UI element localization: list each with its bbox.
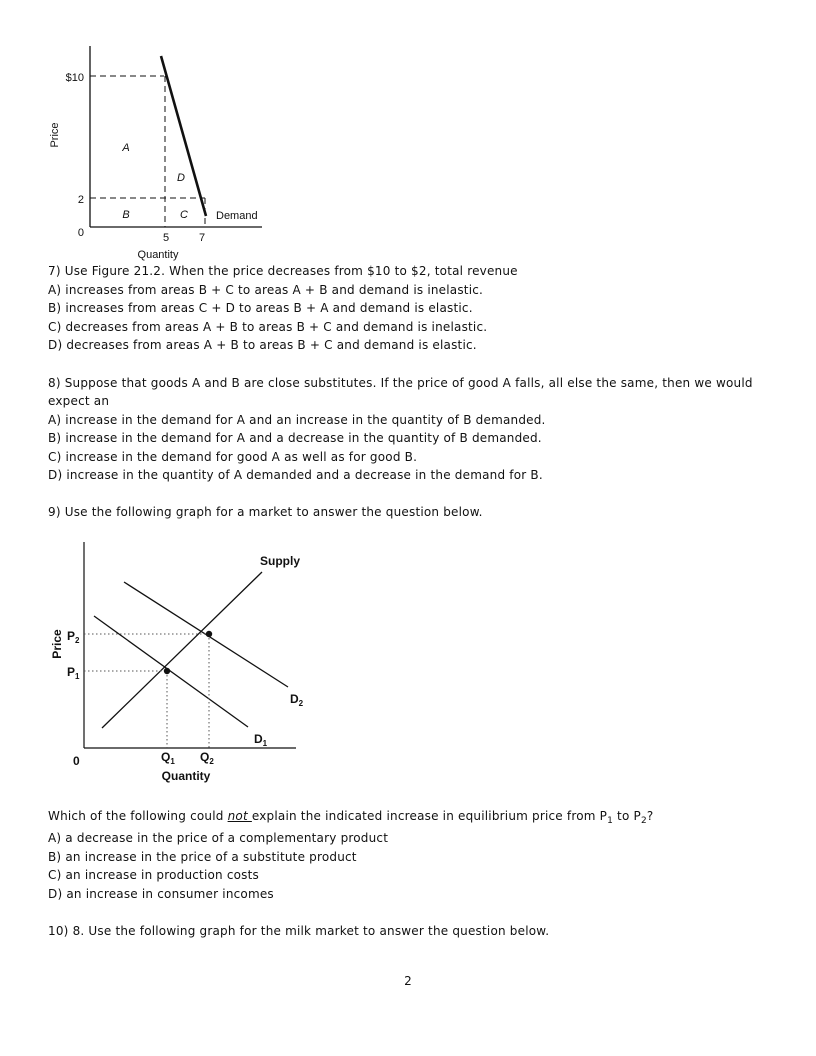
q7-option-d: D) decreases from areas A + B to areas B + C and demand is elastic. [48, 338, 477, 352]
supply-curve [102, 572, 262, 728]
price-axis-label: Price [49, 122, 61, 148]
p1-label [67, 665, 80, 681]
q9-question-not: not [227, 809, 252, 823]
q2-letter: Q [200, 750, 210, 764]
d2-subscript: 2 [298, 699, 304, 708]
supply-demand-figure [0, 530, 816, 800]
q8-option-c: C) increase in the demand for good A as well as for good B. [48, 450, 418, 464]
p2-letter: P [67, 629, 76, 643]
q2-subscript: 2 [209, 757, 214, 766]
supply-label: Supply [260, 554, 301, 568]
p1-letter: P [67, 665, 76, 679]
d1-subscript: 1 [262, 739, 268, 748]
q1-label [161, 750, 175, 766]
q7-option-c: C) decreases from areas A + B to areas B + C and demand is inelastic. [48, 320, 488, 334]
q9-option-b: B) an increase in the price of a substitute product [48, 850, 357, 864]
q7-option-b: B) increases from areas C + D to areas B + A and demand is elastic. [48, 301, 473, 315]
page-number: 2 [404, 974, 412, 988]
price-tick-10: $10 [65, 72, 84, 84]
q9-question-end: ? [646, 809, 654, 823]
q9-stem: 9) Use the following graph for a market to answer the question below. [48, 505, 483, 519]
figure-21-2 [0, 0, 816, 270]
q10-stem: 10) 8. Use the following graph for the milk market to answer the question below. [48, 924, 550, 938]
d2-label [290, 692, 304, 708]
q8-option-a: A) increase in the demand for A and an increase in the quantity of B demanded. [48, 413, 546, 427]
q7-stem: 7) Use Figure 21.2. When the price decreases from $10 to $2, total revenue [48, 264, 518, 278]
area-c-label: C [180, 209, 188, 221]
q9-question-to: to P [613, 809, 641, 823]
qty-tick-5: 5 [162, 232, 170, 244]
q9-question [48, 808, 653, 829]
p2-label [67, 629, 80, 645]
quantity-axis-label: Quantity [161, 769, 211, 783]
q8-stem: 8) Suppose that goods A and B are close substitutes. If the price of good A falls, all else the same, then we would expect an [48, 376, 753, 408]
q1-letter: Q [161, 750, 171, 764]
q8-option-b: B) increase in the demand for A and a decrease in the quantity of B demanded. [48, 431, 542, 445]
demand-curve [161, 56, 206, 216]
q9-sub-2: 2 [640, 816, 647, 826]
q2-label [200, 750, 214, 766]
d1-letter: D [254, 732, 263, 746]
d1-label [254, 732, 268, 748]
origin-label: 0 [77, 227, 84, 239]
qty-tick-7: 7 [198, 232, 206, 244]
price-axis-label: Price [50, 629, 64, 659]
q9-sub-1: 1 [607, 816, 614, 826]
p2-subscript: 2 [75, 636, 80, 645]
area-a-label: A [122, 142, 130, 154]
equilibrium-point-1 [164, 668, 170, 674]
origin-label: 0 [73, 754, 80, 768]
demand-label: Demand [216, 210, 258, 222]
p1-subscript: 1 [75, 672, 80, 681]
q9-option-a: A) a decrease in the price of a complementary product [48, 831, 389, 845]
q9-question-pre: Which of the following could [48, 809, 228, 823]
area-b-label: B [122, 209, 130, 221]
area-d-label: D [177, 172, 185, 184]
q9-option-d: D) an increase in consumer incomes [48, 887, 274, 901]
q1-subscript: 1 [170, 757, 175, 766]
price-tick-2: 2 [77, 194, 84, 206]
q7-option-a: A) increases from areas B + C to areas A + B and demand is inelastic. [48, 283, 484, 297]
q8-option-d: D) increase in the quantity of A demanded and a decrease in the demand for B. [48, 468, 543, 482]
equilibrium-point-2 [206, 631, 212, 637]
quantity-axis-label: Quantity [137, 249, 179, 261]
d2-letter: D [290, 692, 299, 706]
q9-question-post: explain the indicated increase in equilibrium price from P [251, 809, 608, 823]
q9-option-c: C) an increase in production costs [48, 868, 259, 882]
